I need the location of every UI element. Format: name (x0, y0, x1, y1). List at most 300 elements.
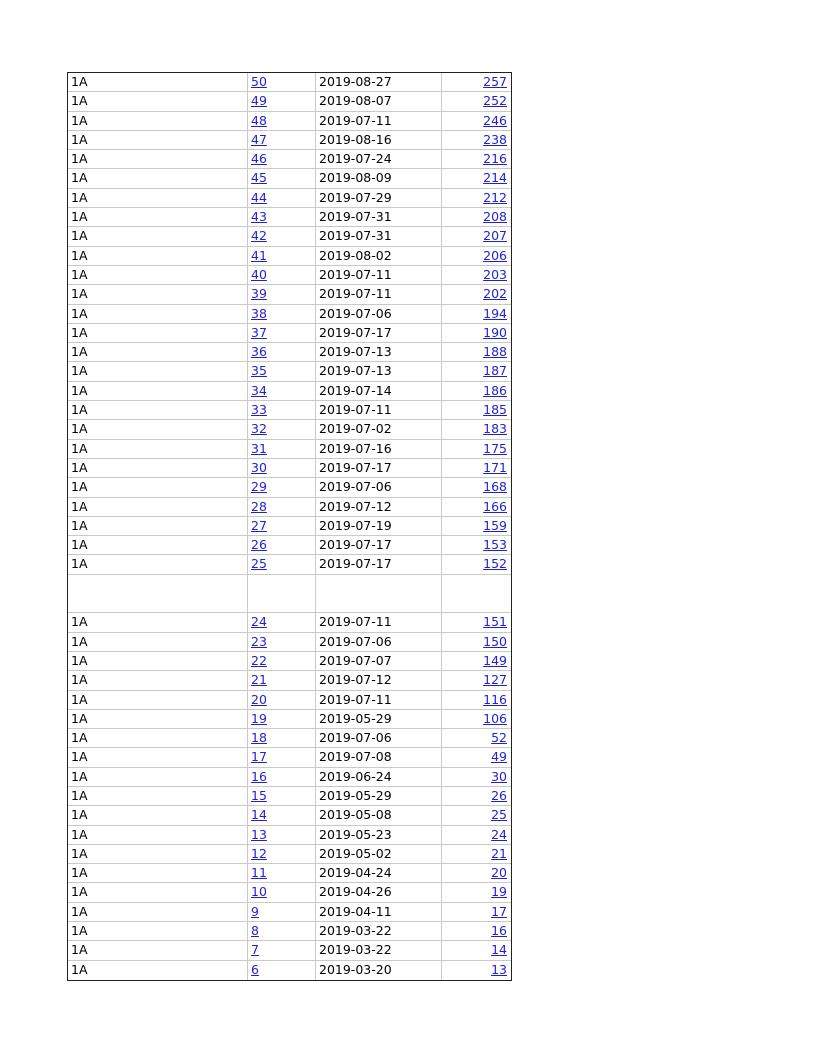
number-link[interactable]: 26 (251, 537, 267, 553)
table-row (68, 478, 511, 497)
number-link[interactable]: 36 (251, 344, 267, 360)
number-cell (248, 169, 316, 187)
number-link[interactable]: 29 (251, 479, 267, 495)
reference-cell (442, 536, 510, 554)
reference-cell (442, 285, 510, 303)
table-row (68, 362, 511, 381)
number-link[interactable]: 24 (251, 614, 267, 630)
section-cell: 1A (68, 517, 248, 535)
number-link[interactable]: 9 (251, 903, 259, 919)
reference-link[interactable]: 159 (483, 517, 507, 533)
number-cell (248, 150, 316, 168)
reference-link[interactable]: 190 (483, 324, 507, 340)
reference-cell (442, 169, 510, 187)
number-cell (248, 613, 316, 631)
number-link[interactable]: 13 (251, 826, 267, 842)
date-cell: 2019-03-22 (316, 941, 442, 959)
spreadsheet-table (67, 72, 512, 981)
date-cell: 2019-07-19 (316, 517, 442, 535)
section-cell: 1A (68, 903, 248, 921)
number-link[interactable]: 40 (251, 266, 267, 282)
reference-cell (442, 131, 510, 149)
number-link[interactable]: 49 (251, 93, 267, 109)
number-link[interactable]: 23 (251, 633, 267, 649)
table-row (68, 883, 511, 902)
section-cell: 1A (68, 710, 248, 728)
reference-cell (442, 305, 510, 323)
reference-cell (442, 941, 510, 959)
reference-cell (442, 440, 510, 458)
table-row (68, 517, 511, 536)
reference-link[interactable]: 49 (491, 749, 507, 765)
date-cell: 2019-07-11 (316, 401, 442, 419)
table-row (68, 922, 511, 941)
section-cell: 1A (68, 864, 248, 882)
date-cell: 2019-07-12 (316, 671, 442, 689)
table-row (68, 189, 511, 208)
reference-cell (442, 343, 510, 361)
table-row (68, 324, 511, 343)
date-cell: 2019-07-24 (316, 150, 442, 168)
reference-link[interactable]: 187 (483, 363, 507, 379)
section-cell: 1A (68, 613, 248, 631)
number-cell (248, 517, 316, 535)
number-link[interactable]: 45 (251, 170, 267, 186)
date-cell: 2019-08-16 (316, 131, 442, 149)
number-link[interactable]: 27 (251, 517, 267, 533)
number-link[interactable]: 33 (251, 402, 267, 418)
blank-row (68, 575, 511, 614)
number-cell (248, 382, 316, 400)
reference-cell (442, 691, 510, 709)
number-link[interactable]: 30 (251, 459, 267, 475)
reference-cell (442, 362, 510, 380)
date-cell: 2019-07-06 (316, 478, 442, 496)
section-cell: 1A (68, 536, 248, 554)
section-cell: 1A (68, 787, 248, 805)
table-row (68, 787, 511, 806)
number-cell (248, 440, 316, 458)
number-cell (248, 729, 316, 747)
number-link[interactable]: 8 (251, 923, 259, 939)
table-row (68, 941, 511, 960)
reference-link[interactable]: 166 (483, 498, 507, 514)
date-cell: 2019-03-20 (316, 961, 442, 980)
number-cell (248, 922, 316, 940)
date-cell: 2019-07-02 (316, 420, 442, 438)
table-row (68, 768, 511, 787)
reference-cell (442, 112, 510, 130)
section-cell: 1A (68, 150, 248, 168)
reference-link[interactable]: 25 (491, 807, 507, 823)
number-cell (248, 208, 316, 226)
section-cell: 1A (68, 941, 248, 959)
number-link[interactable]: 34 (251, 382, 267, 398)
number-link[interactable]: 28 (251, 498, 267, 514)
reference-link[interactable]: 171 (483, 459, 507, 475)
blank-cell (442, 575, 510, 613)
reference-link[interactable]: 16 (491, 923, 507, 939)
number-link[interactable]: 19 (251, 710, 267, 726)
reference-link[interactable]: 149 (483, 652, 507, 668)
number-cell (248, 768, 316, 786)
date-cell: 2019-07-14 (316, 382, 442, 400)
number-link[interactable]: 12 (251, 845, 267, 861)
number-link[interactable]: 32 (251, 421, 267, 437)
number-link[interactable]: 43 (251, 209, 267, 225)
table-row (68, 420, 511, 439)
reference-link[interactable]: 257 (483, 74, 507, 89)
reference-link[interactable]: 21 (491, 845, 507, 861)
reference-link[interactable]: 216 (483, 151, 507, 167)
table-row (68, 440, 511, 459)
reference-link[interactable]: 203 (483, 266, 507, 282)
table-row (68, 961, 511, 980)
section-cell: 1A (68, 883, 248, 901)
number-link[interactable]: 35 (251, 363, 267, 379)
date-cell: 2019-07-17 (316, 555, 442, 573)
number-link[interactable]: 17 (251, 749, 267, 765)
reference-link[interactable]: 14 (491, 942, 507, 958)
reference-link[interactable]: 151 (483, 614, 507, 630)
reference-cell (442, 845, 510, 863)
number-cell (248, 845, 316, 863)
section-cell: 1A (68, 691, 248, 709)
date-cell: 2019-06-24 (316, 768, 442, 786)
number-link[interactable]: 10 (251, 884, 267, 900)
reference-cell (442, 864, 510, 882)
reference-cell (442, 922, 510, 940)
date-cell: 2019-07-11 (316, 285, 442, 303)
date-cell: 2019-07-17 (316, 459, 442, 477)
section-cell: 1A (68, 671, 248, 689)
section-cell: 1A (68, 112, 248, 130)
date-cell: 2019-07-31 (316, 208, 442, 226)
table-row (68, 652, 511, 671)
date-cell: 2019-07-06 (316, 633, 442, 651)
reference-cell (442, 324, 510, 342)
date-cell: 2019-07-12 (316, 498, 442, 516)
table-row (68, 382, 511, 401)
section-cell: 1A (68, 729, 248, 747)
number-cell (248, 671, 316, 689)
reference-link[interactable]: 188 (483, 344, 507, 360)
number-cell (248, 227, 316, 245)
number-cell (248, 941, 316, 959)
date-cell: 2019-07-11 (316, 613, 442, 631)
reference-cell (442, 459, 510, 477)
section-cell: 1A (68, 266, 248, 284)
section-cell: 1A (68, 922, 248, 940)
number-link[interactable]: 25 (251, 556, 267, 572)
number-link[interactable]: 37 (251, 324, 267, 340)
reference-cell (442, 150, 510, 168)
number-link[interactable]: 14 (251, 807, 267, 823)
reference-link[interactable]: 127 (483, 672, 507, 688)
section-cell: 1A (68, 478, 248, 496)
number-cell (248, 266, 316, 284)
number-link[interactable]: 48 (251, 112, 267, 128)
reference-link[interactable]: 246 (483, 112, 507, 128)
number-cell (248, 826, 316, 844)
number-cell (248, 189, 316, 207)
date-cell: 2019-07-08 (316, 748, 442, 766)
number-link[interactable]: 7 (251, 942, 259, 958)
table-row (68, 806, 511, 825)
table-row (68, 343, 511, 362)
reference-link[interactable]: 214 (483, 170, 507, 186)
date-cell: 2019-05-29 (316, 710, 442, 728)
section-cell: 1A (68, 845, 248, 863)
date-cell: 2019-08-02 (316, 247, 442, 265)
reference-cell (442, 903, 510, 921)
reference-cell (442, 961, 510, 980)
number-cell (248, 652, 316, 670)
reference-cell (442, 498, 510, 516)
number-cell (248, 787, 316, 805)
reference-cell (442, 92, 510, 110)
reference-cell (442, 652, 510, 670)
number-cell (248, 748, 316, 766)
number-cell (248, 420, 316, 438)
reference-link[interactable]: 207 (483, 228, 507, 244)
table-row (68, 227, 511, 246)
number-link[interactable]: 38 (251, 305, 267, 321)
table-row (68, 826, 511, 845)
section-cell: 1A (68, 459, 248, 477)
table-row (68, 112, 511, 131)
number-link[interactable]: 46 (251, 151, 267, 167)
reference-cell (442, 826, 510, 844)
number-cell (248, 555, 316, 573)
section-cell: 1A (68, 498, 248, 516)
number-cell (248, 498, 316, 516)
section-cell: 1A (68, 440, 248, 458)
section-cell: 1A (68, 362, 248, 380)
table-row (68, 691, 511, 710)
reference-cell (442, 478, 510, 496)
reference-link[interactable]: 194 (483, 305, 507, 321)
reference-link[interactable]: 252 (483, 93, 507, 109)
number-cell (248, 536, 316, 554)
table-row (68, 845, 511, 864)
table-row (68, 92, 511, 111)
reference-cell (442, 633, 510, 651)
reference-link[interactable]: 30 (491, 768, 507, 784)
reference-cell (442, 613, 510, 631)
section-cell: 1A (68, 247, 248, 265)
number-cell (248, 401, 316, 419)
table-row (68, 903, 511, 922)
reference-cell (442, 266, 510, 284)
number-cell (248, 903, 316, 921)
reference-cell (442, 73, 510, 91)
number-cell (248, 883, 316, 901)
reference-cell (442, 227, 510, 245)
table-row (68, 613, 511, 632)
reference-cell (442, 806, 510, 824)
reference-cell (442, 382, 510, 400)
reference-cell (442, 555, 510, 573)
date-cell: 2019-07-17 (316, 324, 442, 342)
table-row (68, 498, 511, 517)
reference-link[interactable]: 183 (483, 421, 507, 437)
section-cell: 1A (68, 401, 248, 419)
section-cell: 1A (68, 189, 248, 207)
date-cell: 2019-07-17 (316, 536, 442, 554)
number-cell (248, 131, 316, 149)
date-cell: 2019-07-11 (316, 691, 442, 709)
reference-link[interactable]: 202 (483, 286, 507, 302)
reference-link[interactable]: 153 (483, 537, 507, 553)
table-row (68, 305, 511, 324)
reference-link[interactable]: 206 (483, 247, 507, 263)
reference-link[interactable]: 26 (491, 787, 507, 803)
reference-cell (442, 787, 510, 805)
date-cell: 2019-05-29 (316, 787, 442, 805)
number-link[interactable]: 42 (251, 228, 267, 244)
number-cell (248, 710, 316, 728)
number-cell (248, 362, 316, 380)
number-link[interactable]: 39 (251, 286, 267, 302)
date-cell: 2019-04-11 (316, 903, 442, 921)
section-cell: 1A (68, 806, 248, 824)
date-cell: 2019-07-11 (316, 266, 442, 284)
number-link[interactable]: 31 (251, 440, 267, 456)
reference-cell (442, 208, 510, 226)
table-row (68, 73, 511, 92)
number-cell (248, 478, 316, 496)
date-cell: 2019-07-31 (316, 227, 442, 245)
number-link[interactable]: 41 (251, 247, 267, 263)
section-cell: 1A (68, 652, 248, 670)
reference-link[interactable]: 150 (483, 633, 507, 649)
date-cell: 2019-08-09 (316, 169, 442, 187)
number-link[interactable]: 47 (251, 131, 267, 147)
number-link[interactable]: 21 (251, 672, 267, 688)
number-cell (248, 961, 316, 980)
reference-link[interactable]: 186 (483, 382, 507, 398)
reference-link[interactable]: 152 (483, 556, 507, 572)
table-row (68, 748, 511, 767)
section-cell: 1A (68, 324, 248, 342)
reference-cell (442, 710, 510, 728)
reference-link[interactable]: 238 (483, 131, 507, 147)
table-row (68, 710, 511, 729)
reference-cell (442, 883, 510, 901)
table-row (68, 401, 511, 420)
table-row (68, 536, 511, 555)
table-row (68, 864, 511, 883)
reference-link[interactable]: 208 (483, 209, 507, 225)
number-link[interactable]: 18 (251, 730, 267, 746)
blank-cell (68, 575, 248, 613)
number-link[interactable]: 44 (251, 189, 267, 205)
reference-link[interactable]: 116 (483, 691, 507, 707)
number-cell (248, 459, 316, 477)
reference-cell (442, 768, 510, 786)
number-link[interactable]: 15 (251, 787, 267, 803)
reference-link[interactable]: 24 (491, 826, 507, 842)
table-row (68, 671, 511, 690)
reference-link[interactable]: 19 (491, 884, 507, 900)
date-cell: 2019-08-27 (316, 73, 442, 91)
section-cell: 1A (68, 73, 248, 91)
number-cell (248, 92, 316, 110)
date-cell: 2019-07-16 (316, 440, 442, 458)
date-cell: 2019-07-07 (316, 652, 442, 670)
reference-link[interactable]: 168 (483, 479, 507, 495)
date-cell: 2019-07-11 (316, 112, 442, 130)
number-cell (248, 305, 316, 323)
date-cell: 2019-04-24 (316, 864, 442, 882)
section-cell: 1A (68, 343, 248, 361)
number-link[interactable]: 11 (251, 865, 267, 881)
section-cell: 1A (68, 633, 248, 651)
number-cell (248, 112, 316, 130)
number-link[interactable]: 16 (251, 768, 267, 784)
section-cell: 1A (68, 555, 248, 573)
date-cell: 2019-03-22 (316, 922, 442, 940)
table-row (68, 266, 511, 285)
section-cell: 1A (68, 131, 248, 149)
section-cell: 1A (68, 768, 248, 786)
number-link[interactable]: 20 (251, 691, 267, 707)
reference-cell (442, 517, 510, 535)
table-row (68, 285, 511, 304)
number-cell (248, 324, 316, 342)
number-cell (248, 247, 316, 265)
section-cell: 1A (68, 382, 248, 400)
section-cell: 1A (68, 92, 248, 110)
reference-cell (442, 401, 510, 419)
reference-link[interactable]: 175 (483, 440, 507, 456)
number-link[interactable]: 22 (251, 652, 267, 668)
reference-link[interactable]: 106 (483, 710, 507, 726)
table-row (68, 150, 511, 169)
reference-link[interactable]: 212 (483, 189, 507, 205)
reference-link[interactable]: 17 (491, 903, 507, 919)
reference-cell (442, 671, 510, 689)
section-cell: 1A (68, 305, 248, 323)
date-cell: 2019-05-02 (316, 845, 442, 863)
table-row (68, 729, 511, 748)
number-cell (248, 285, 316, 303)
table-row (68, 247, 511, 266)
date-cell: 2019-05-08 (316, 806, 442, 824)
section-cell: 1A (68, 227, 248, 245)
section-cell: 1A (68, 748, 248, 766)
number-link[interactable]: 6 (251, 961, 259, 977)
section-cell: 1A (68, 420, 248, 438)
number-cell (248, 864, 316, 882)
blank-cell (248, 575, 316, 613)
section-cell: 1A (68, 826, 248, 844)
number-link[interactable]: 50 (251, 74, 267, 89)
section-cell: 1A (68, 961, 248, 980)
date-cell: 2019-07-06 (316, 305, 442, 323)
reference-link[interactable]: 13 (491, 961, 507, 977)
reference-link[interactable]: 185 (483, 402, 507, 418)
reference-link[interactable]: 20 (491, 865, 507, 881)
date-cell: 2019-04-26 (316, 883, 442, 901)
reference-link[interactable]: 52 (491, 730, 507, 746)
reference-cell (442, 420, 510, 438)
date-cell: 2019-07-06 (316, 729, 442, 747)
number-cell (248, 691, 316, 709)
section-cell: 1A (68, 169, 248, 187)
date-cell: 2019-07-13 (316, 343, 442, 361)
